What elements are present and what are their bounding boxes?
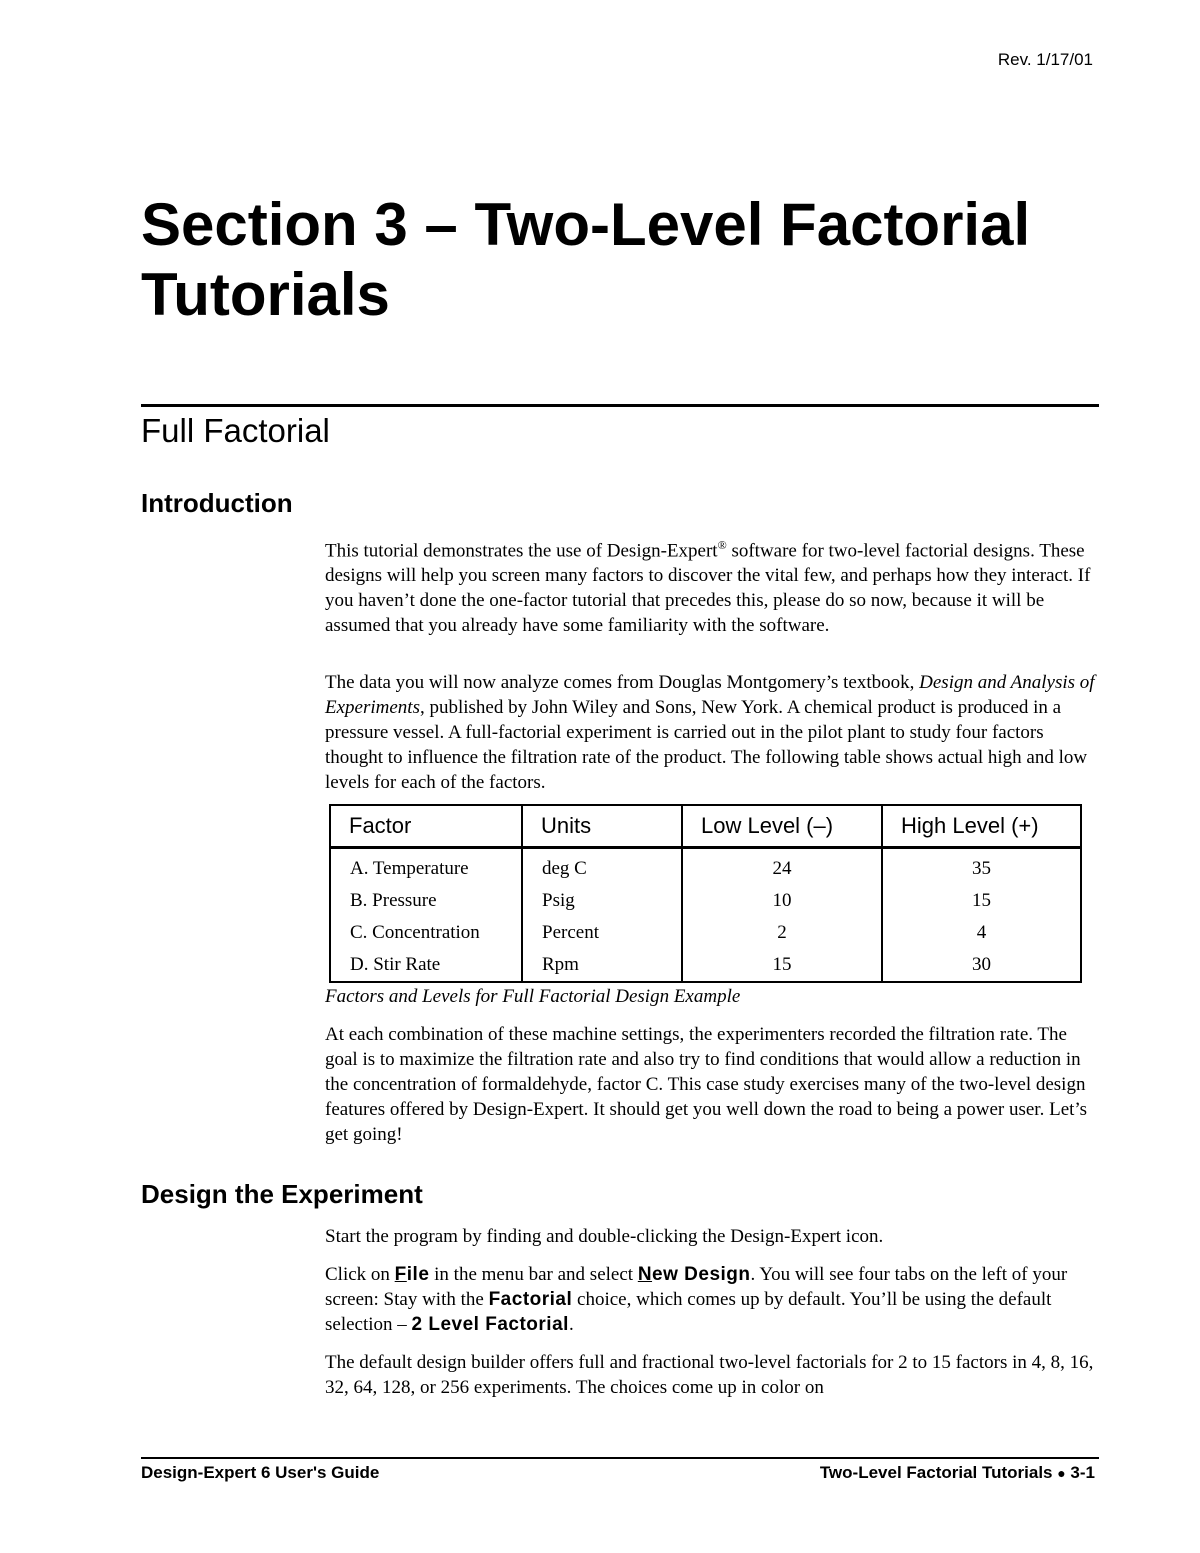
revision-date: Rev. 1/17/01	[997, 50, 1093, 69]
cell-factor: C. Concentration	[350, 922, 480, 943]
intro-p2-text-a: The data you will now analyze comes from Douglas Montgomery’s textbook,	[325, 672, 920, 693]
design-p3-text: The default design builder offers full and fractional two-level factorials for 2 to 15 factors in 4, 8, 16, 32, 64, 128, or 256 experiments. The choices come up in color on	[325, 1352, 1094, 1398]
page-title	[141, 190, 1101, 330]
section-divider	[141, 404, 1099, 407]
table-row	[330, 848, 1081, 886]
footer-divider	[141, 1457, 1099, 1459]
intro-p1-text-b: software for two-level factorial designs. These designs will help you screen many factors to discover the vital few, and perhaps how they interact. If you haven’t done the one-factor tutorial that precedes this, please do so now, because it will be assumed that you already have some familiarity with the software.	[325, 540, 1091, 637]
design-p2-text-b: in the menu bar and select	[429, 1264, 638, 1285]
footer-guide-title: Design-Expert 6 User's Guide	[141, 1463, 380, 1482]
file-menu-reference	[395, 1264, 430, 1285]
new-design-label-rest: ew Design	[652, 1264, 751, 1285]
cell-high: 30	[882, 949, 1081, 982]
file-accelerator: F	[394, 1264, 407, 1285]
footer-page-number: 3-1	[1065, 1463, 1095, 1482]
design-p2-text-e: .	[568, 1314, 574, 1335]
design-p1-text: Start the program by finding and double-clicking the Design-Expert icon.	[325, 1226, 884, 1247]
footer-page-info	[820, 1463, 1095, 1483]
cell-high: 4	[882, 917, 1081, 949]
design-p2-text-d: choice, which comes up by default. You’ll be using the default selection –	[325, 1289, 1052, 1335]
introduction-heading: Introduction	[141, 488, 293, 518]
book-title: Design and Analysis of Experiments	[325, 672, 1095, 718]
intro-p1-text-a: This tutorial demonstrates the use of Design-Expert	[325, 540, 718, 562]
registered-mark: ®	[717, 538, 727, 552]
col-header-low: Low Level (–)	[682, 805, 882, 848]
factorial-tab-reference: Factorial	[488, 1289, 573, 1310]
cell-units: Rpm	[522, 949, 682, 982]
two-level-factorial-reference: 2 Level Factorial	[411, 1314, 569, 1335]
design-heading: Design the Experiment	[141, 1179, 423, 1209]
design-p2-text-c: . You will see four tabs on the left of your screen: Stay with the	[325, 1264, 1068, 1310]
col-header-units: Units	[522, 805, 682, 848]
cell-factor: B. Pressure	[350, 890, 437, 911]
table-row	[330, 885, 1081, 917]
new-accelerator: N	[637, 1264, 653, 1285]
intro-p2-text-b: , published by John Wiley and Sons, New York. A chemical product is produced in a pressure vessel. A full-factorial experiment is carried out in the pilot plant to study four factors thought to influence the filtration rate of the product. The following table shows actual high and low levels for each of the factors.	[325, 697, 1088, 793]
factor-levels-table	[329, 804, 1082, 983]
intro-paragraph-3	[325, 1022, 1097, 1147]
design-p2-text-a: Click on	[325, 1264, 395, 1285]
cell-factor: D. Stir Rate	[350, 954, 441, 975]
footer-chapter-title: Two-Level Factorial Tutorials	[819, 1463, 1058, 1482]
cell-high: 15	[882, 885, 1081, 917]
bullet-icon: ●	[1057, 1465, 1066, 1481]
cell-units: Psig	[522, 885, 682, 917]
design-paragraph-2	[325, 1262, 1097, 1337]
title-line-1: Section 3 – Two-Level Factorial	[141, 191, 1031, 258]
col-header-high: High Level (+)	[882, 805, 1081, 848]
col-header-factor: Factor	[330, 805, 522, 848]
cell-low: 10	[682, 885, 882, 917]
cell-low: 2	[682, 917, 882, 949]
cell-low: 24	[682, 848, 882, 886]
section-heading: Full Factorial	[141, 412, 330, 449]
file-label-rest: ile	[406, 1264, 430, 1285]
table-caption: Factors and Levels for Full Factorial Design Example	[325, 986, 741, 1007]
intro-paragraph-1	[325, 533, 1097, 638]
table-row	[330, 949, 1081, 982]
cell-low: 15	[682, 949, 882, 982]
design-paragraph-1	[325, 1224, 1097, 1249]
table-row	[330, 917, 1081, 949]
intro-paragraph-2	[325, 670, 1097, 795]
intro-p3-text: At each combination of these machine settings, the experimenters recorded the filtration rate. The goal is to maximize the filtration rate and also try to find conditions that would allow a reduction in the concentration of formaldehyde, factor C. This case study exercises many of the two-level design features offered by Design-Expert. It should get you well down the road to being a power user. Let’s get going!	[325, 1024, 1088, 1145]
cell-units: Percent	[522, 917, 682, 949]
new-design-reference	[638, 1264, 751, 1285]
cell-factor: A. Temperature	[350, 858, 469, 879]
cell-units: deg C	[522, 848, 682, 886]
title-line-2: Tutorials	[141, 261, 390, 328]
design-paragraph-3	[325, 1350, 1097, 1400]
table-header-row	[330, 805, 1081, 848]
cell-high: 35	[882, 848, 1081, 886]
